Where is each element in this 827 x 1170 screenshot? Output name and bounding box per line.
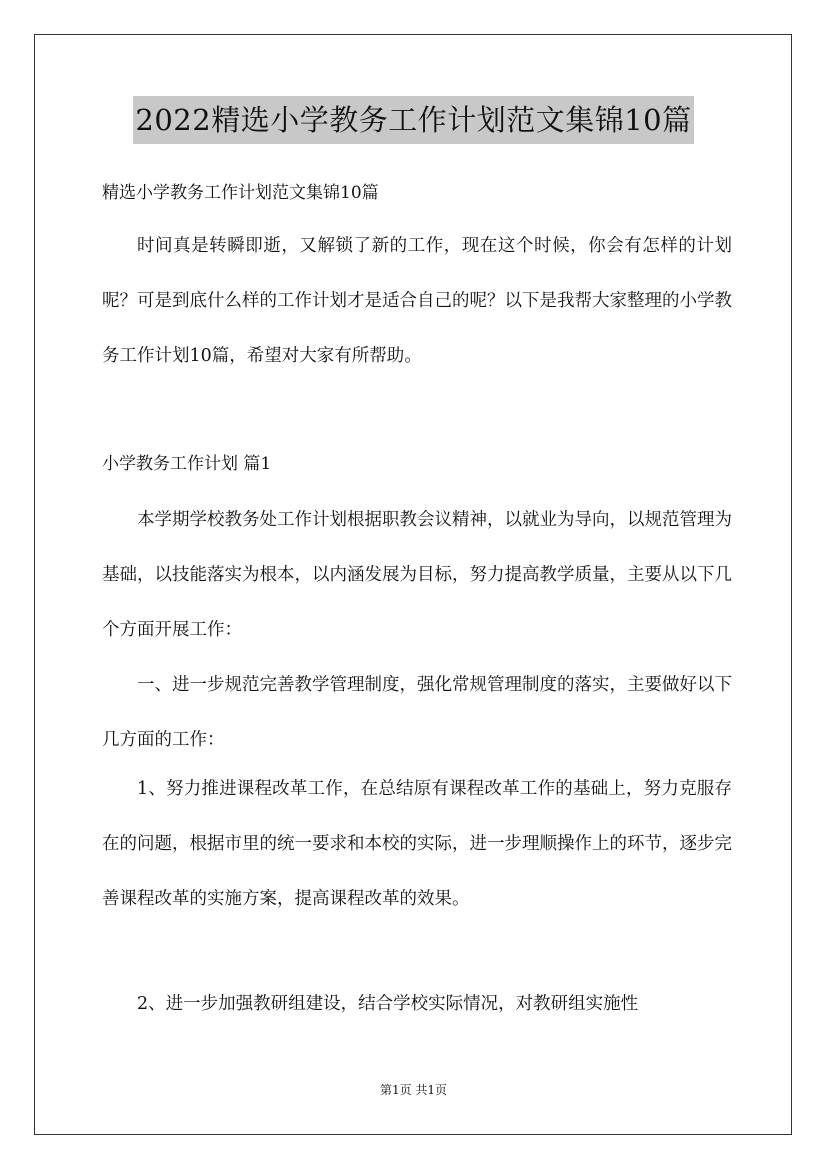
body-paragraph-1: 本学期学校教务处工作计划根据职教会议精神，以就业为导向，以规范管理为基础，以技能落实为根本，以内涵发展为目标，努力提高教学质量，主要从以下几个方面开展工作：	[102, 510, 732, 640]
body-paragraph-2: 一、进一步规范完善教学管理制度，强化常规管理制度的落实，主要做好以下几方面的工作：	[102, 675, 732, 750]
title-container	[0, 96, 827, 144]
section-heading: 小学教务工作计划 篇1	[102, 454, 272, 474]
body-paragraph-3: 1、努力推进课程改革工作，在总结原有课程改革工作的基础上，努力克服存在的问题，根据市里的统一要求和本校的实际，进一步理顺操作上的环节，逐步完善课程改革的实施方案，提高课程改革的效果。	[102, 779, 732, 909]
page-footer: 第1页 共1页	[379, 1083, 448, 1097]
intro-paragraph: 时间真是转瞬即逝，又解锁了新的工作，现在这个时候，你会有怎样的计划呢？可是到底什么样的工作计划才是适合自己的呢？以下是我帮大家整理的小学教务工作计划10篇，希望对大家有所帮助。	[102, 236, 732, 366]
document-subtitle: 精选小学教务工作计划范文集锦10篇	[102, 183, 379, 203]
document-title: 2022精选小学教务工作计划范文集锦10篇	[133, 96, 693, 144]
body-paragraph-4: 2、进一步加强教研组建设，结合学校实际情况，对教研组实施性	[137, 994, 639, 1014]
